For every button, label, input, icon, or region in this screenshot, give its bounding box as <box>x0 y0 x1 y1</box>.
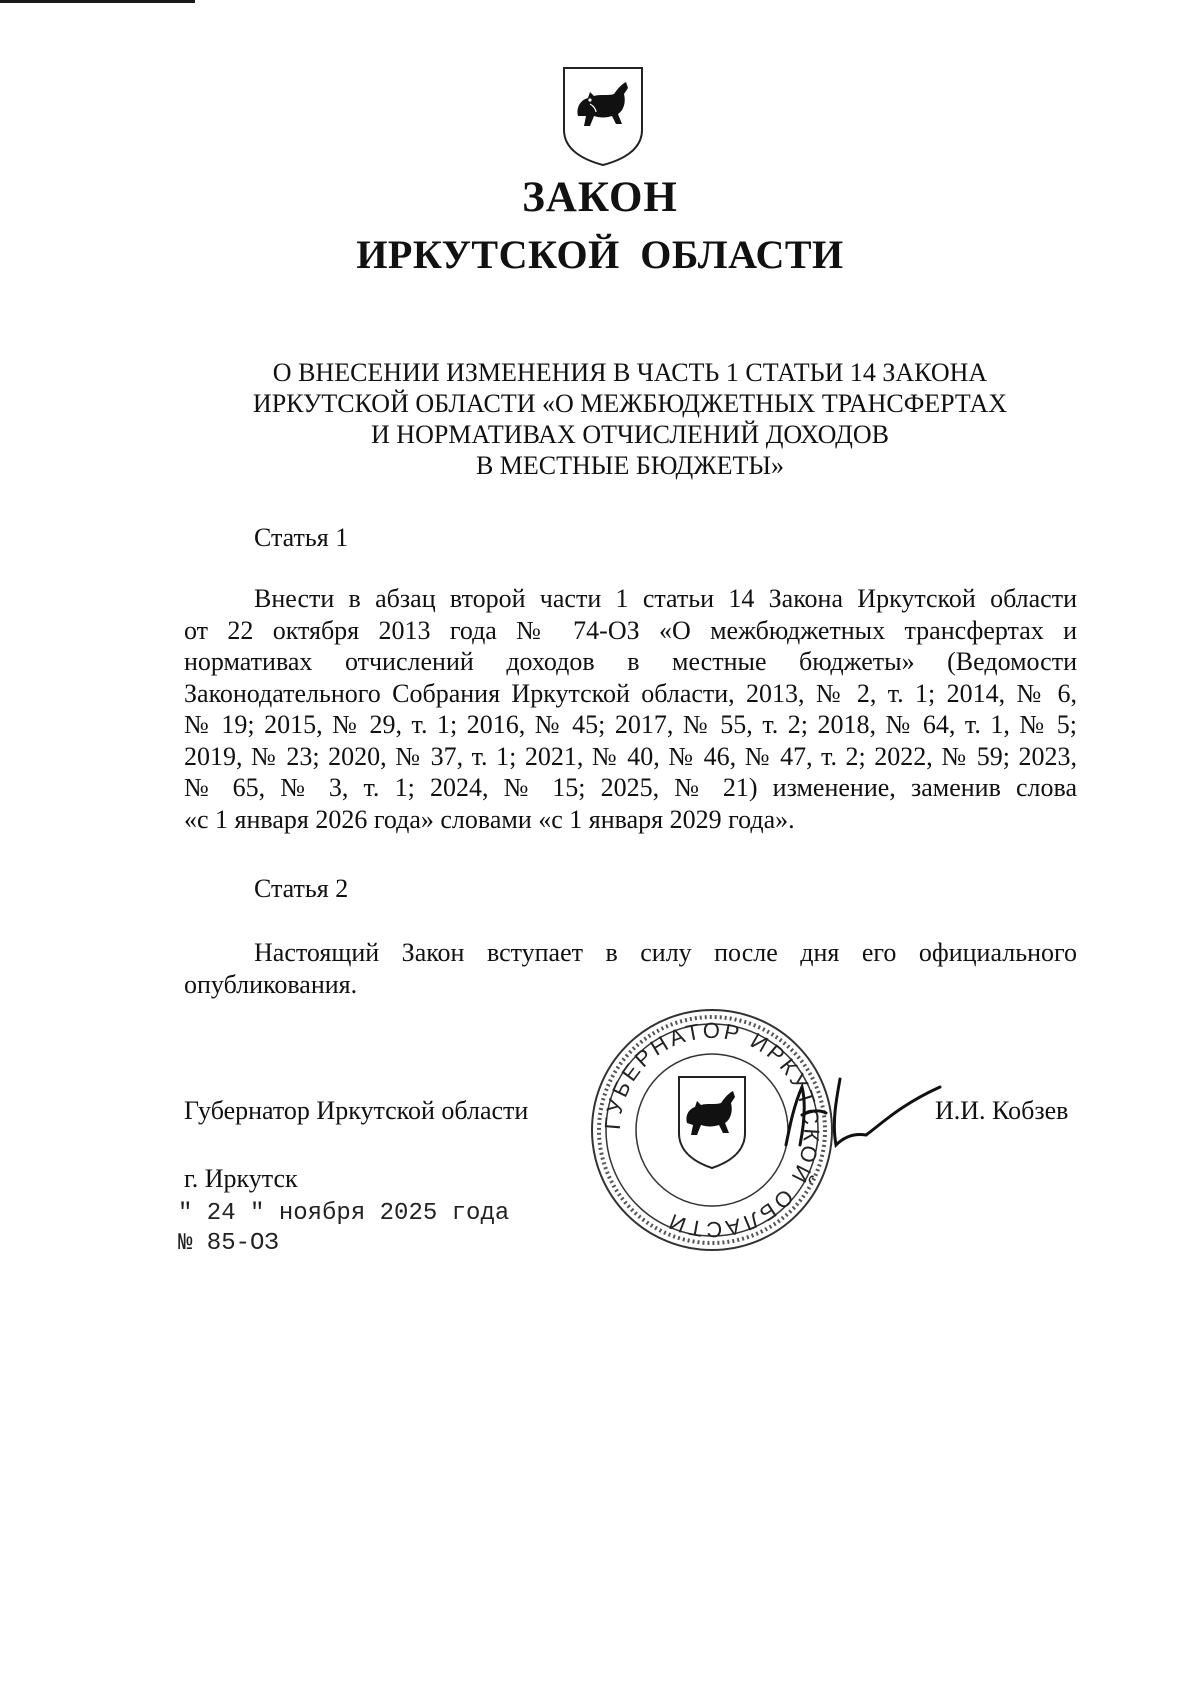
article-1-text <box>184 583 1077 835</box>
top-rule <box>0 0 195 3</box>
handwritten-signature-icon <box>780 1065 950 1155</box>
article-2-text <box>184 937 1077 1000</box>
paragraph-line: Настоящий Закон вступает в силу после дня его официального <box>254 938 1077 967</box>
coat-of-arms-icon <box>560 64 646 168</box>
law-number: № 85-ОЗ <box>178 1230 279 1257</box>
paragraph-line: № 19; 2015, № 29, т. 1; 2016, № 45; 2017, № 55, т. 2; 2018, № 64, т. 1, № 5; <box>184 710 1077 739</box>
paragraph-line: Законодательного Собрания Иркутской области, 2013, № 2, т. 1; 2014, № 6, <box>184 678 1077 708</box>
paragraph-line: нормативах отчислений доходов в местные бюджеты» (Ведомости <box>184 647 1077 676</box>
signatory-name: И.И. Кобзев <box>935 1096 1069 1125</box>
law-heading-line: И НОРМАТИВАХ ОТЧИСЛЕНИЙ ДОХОДОВ <box>371 420 889 449</box>
paragraph-line: «с 1 января 2026 года» словами «с 1 января 2029 года». <box>184 804 795 834</box>
paragraph-line: опубликования. <box>184 969 358 999</box>
place-of-signing: г. Иркутск <box>184 1164 298 1193</box>
paragraph-line: № 65, № 3, т. 1; 2024, № 15; 2025, № 21) изменение, заменив слова <box>184 773 1077 802</box>
document-type-title: ЗАКОН <box>522 174 678 221</box>
article-2-title: Статья 2 <box>254 874 349 903</box>
paragraph-line: 2019, № 23; 2020, № 37, т. 1; 2021, № 40, № 46, № 47, т. 2; 2022, № 59; 2023, <box>184 741 1077 771</box>
issuer-title: ИРКУТСКОЙ ОБЛАСТИ <box>356 232 844 277</box>
law-heading-line: В МЕСТНЫЕ БЮДЖЕТЫ» <box>475 451 785 480</box>
law-heading-line: ИРКУТСКОЙ ОБЛАСТИ «О МЕЖБЮДЖЕТНЫХ ТРАНСФЕРТАХ <box>252 389 1008 418</box>
signing-date: " 24 " ноября 2025 года <box>178 1200 510 1227</box>
law-heading-line: О ВНЕСЕНИИ ИЗМЕНЕНИЯ В ЧАСТЬ 1 СТАТЬИ 14 ЗАКОНА <box>272 358 988 387</box>
paragraph-line: Внести в абзац второй части 1 статьи 14 Закона Иркутской области <box>254 584 1077 613</box>
seal-text: ГУБЕРНАТОР ИРКУТСКОЙ ОБЛАСТИ <box>599 1017 825 1243</box>
signatory-position: Губернатор Иркутской области <box>184 1096 529 1125</box>
article-1-title: Статья 1 <box>254 523 349 552</box>
paragraph-line: от 22 октября 2013 года № 74-ОЗ «О межбюджетных трансфертах и <box>184 615 1077 645</box>
law-heading <box>180 357 1080 481</box>
